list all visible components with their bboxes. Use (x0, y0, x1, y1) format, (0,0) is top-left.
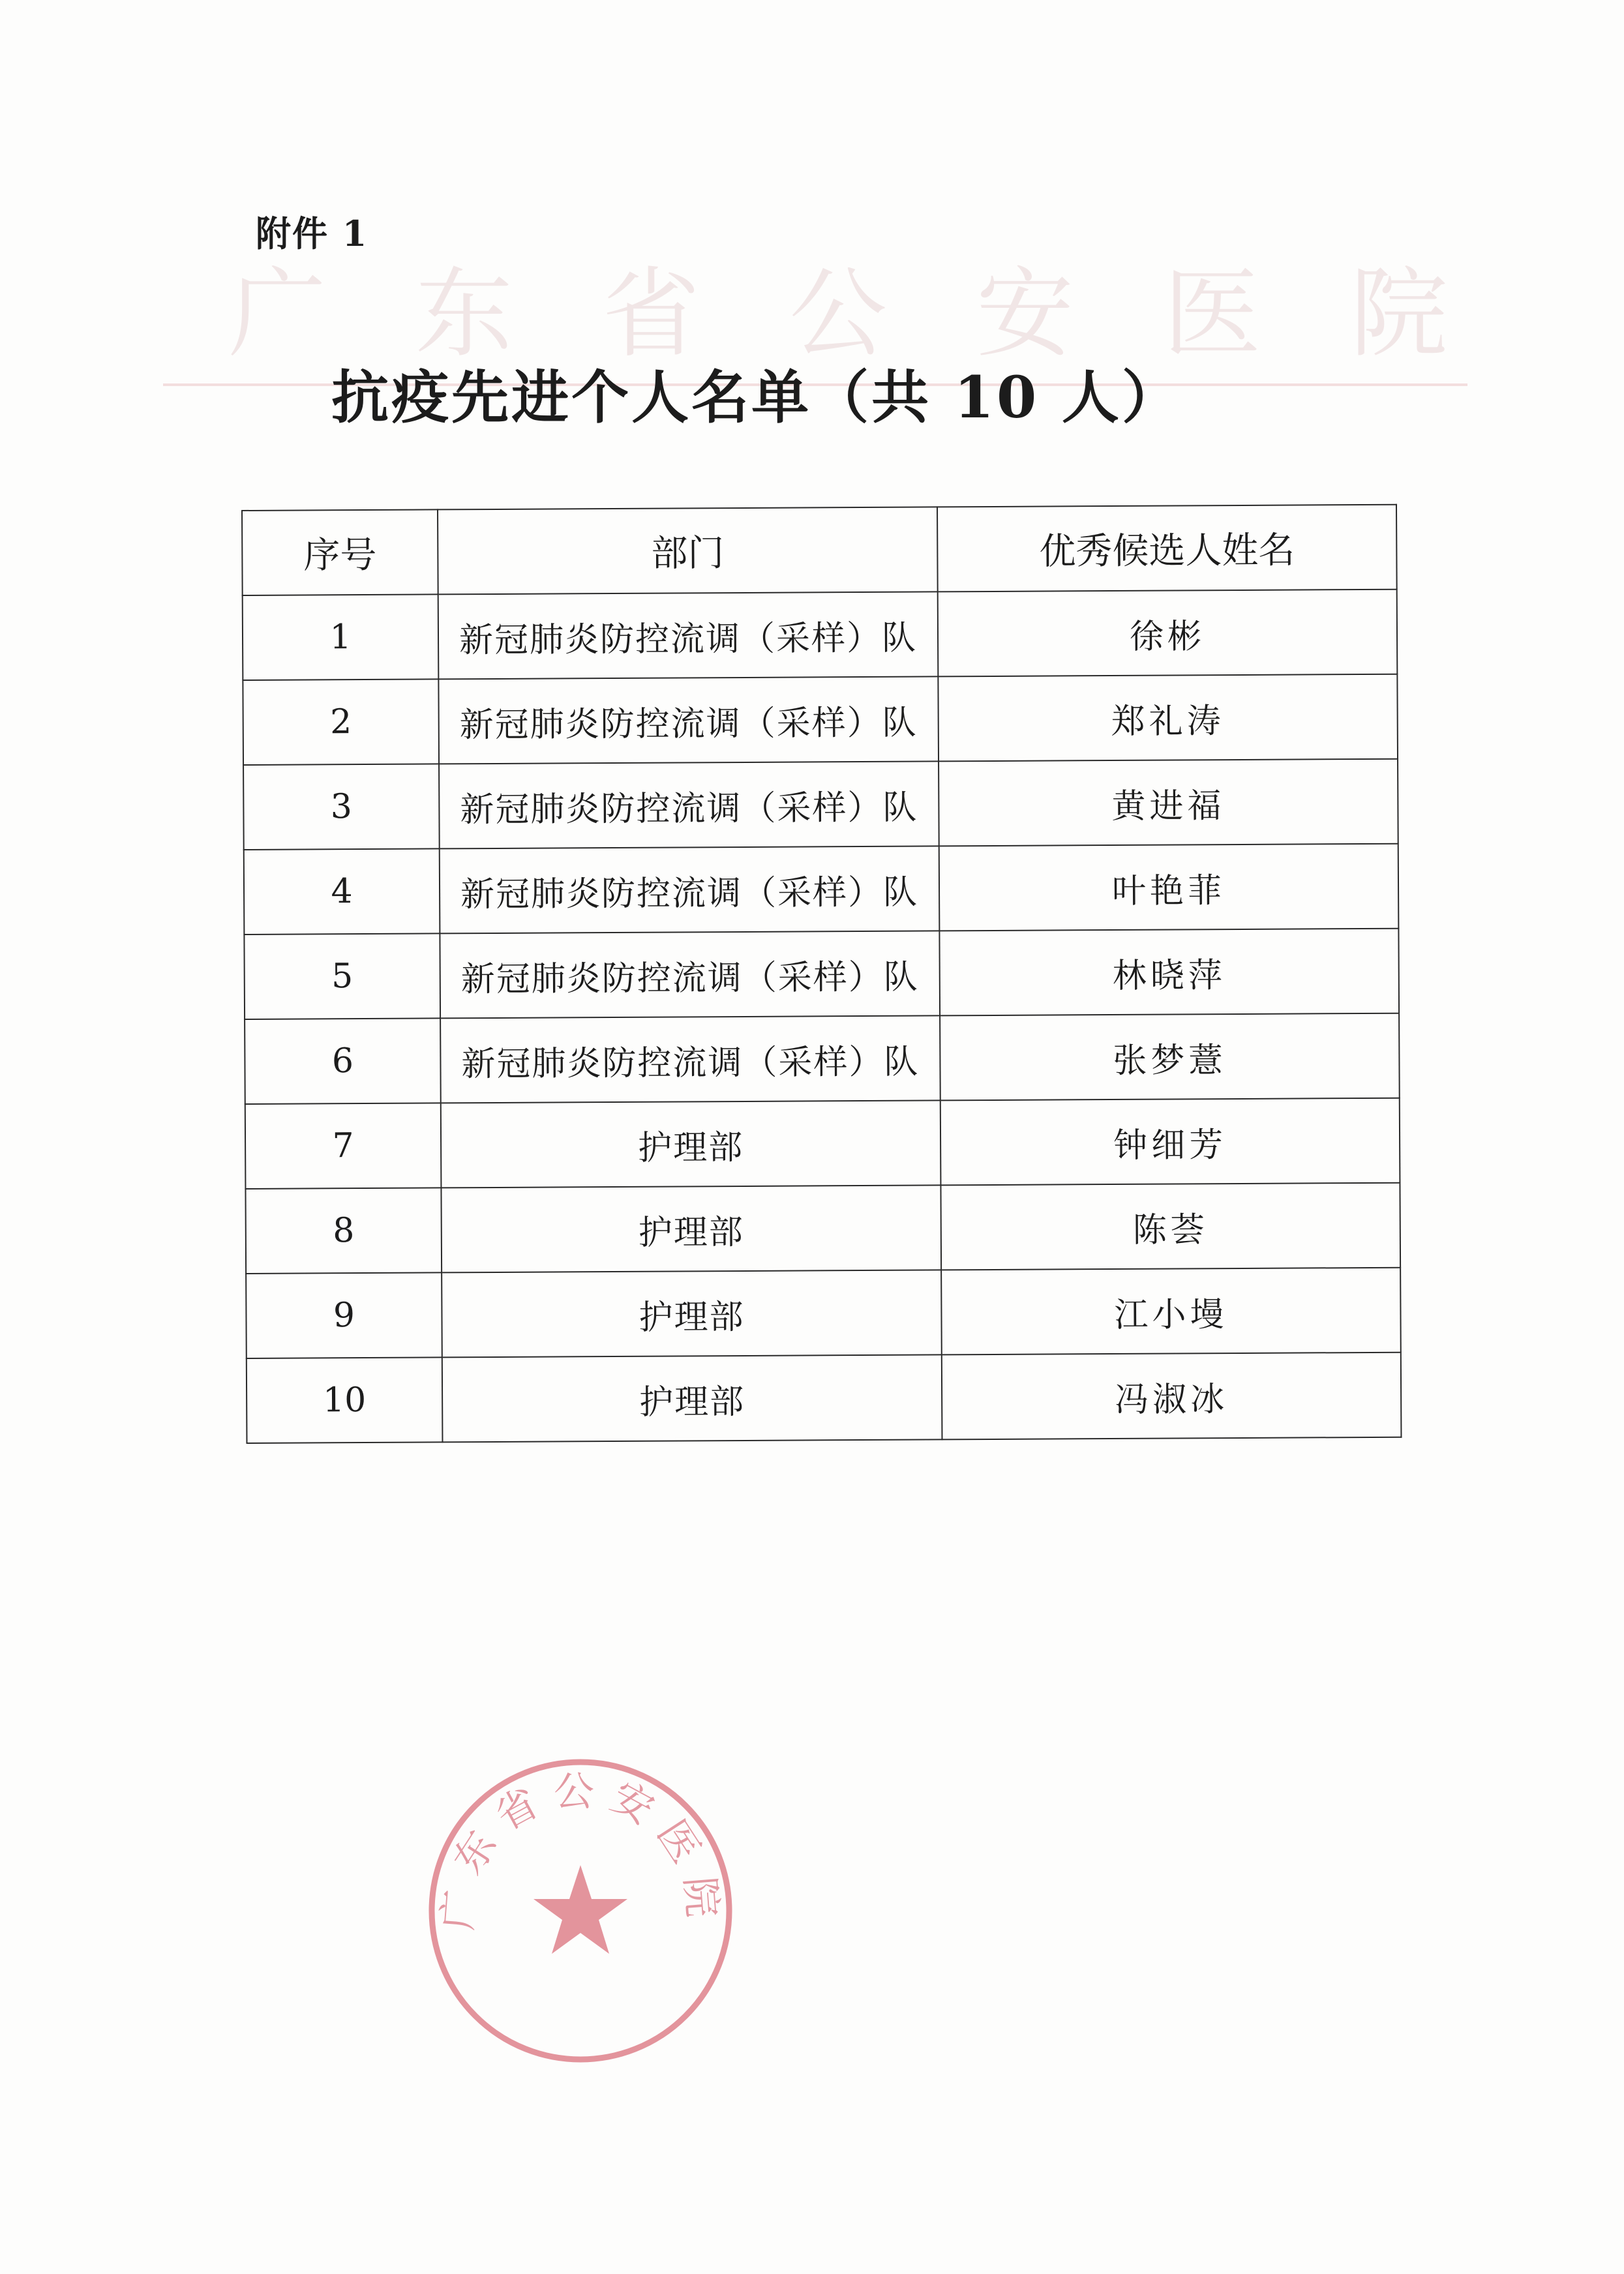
header-serial: 序号 (242, 509, 438, 595)
bleed-through-char: 医 (1163, 258, 1268, 371)
name-cell: 叶艳菲 (939, 844, 1399, 931)
serial-cell: 9 (246, 1272, 442, 1358)
serial-cell: 4 (244, 848, 440, 935)
attachment-label: 附件 1 (256, 213, 368, 254)
roster-table (241, 504, 1402, 1444)
department-cell: 护理部 (441, 1185, 941, 1272)
department-cell: 护理部 (442, 1354, 942, 1442)
name-cell: 江小墁 (941, 1268, 1401, 1355)
department-cell: 护理部 (442, 1270, 942, 1357)
table-row (243, 590, 1398, 680)
table-row (246, 1268, 1401, 1358)
name-cell: 陈荟 (940, 1183, 1400, 1270)
table-row (245, 1183, 1400, 1274)
bleed-through-char: 广 (228, 258, 333, 371)
table-row (245, 1098, 1400, 1189)
page-title: 抗疫先进个人名单（共 10 人） (331, 363, 1182, 431)
table-row (247, 1353, 1402, 1443)
department-cell: 新冠肺炎防控流调（采样）队 (439, 761, 939, 848)
name-cell: 钟细芳 (940, 1098, 1400, 1186)
header-candidate-name: 优秀候选人姓名 (937, 505, 1397, 592)
star-icon (534, 1865, 627, 1954)
name-cell: 黄进福 (939, 759, 1398, 846)
header-department: 部门 (438, 507, 938, 594)
serial-cell: 5 (244, 933, 440, 1019)
department-cell: 新冠肺炎防控流调（采样）队 (440, 1015, 940, 1103)
bleed-through-char: 东 (415, 258, 520, 371)
department-cell: 新冠肺炎防控流调（采样）队 (440, 846, 940, 933)
table-row (244, 929, 1399, 1019)
bleed-through-char: 安 (976, 258, 1081, 371)
serial-cell: 10 (247, 1357, 443, 1443)
name-cell: 徐彬 (938, 590, 1398, 677)
serial-cell: 1 (243, 594, 439, 680)
serial-cell: 7 (245, 1103, 442, 1189)
bleed-through-char: 公 (789, 258, 894, 371)
serial-cell: 8 (245, 1188, 442, 1274)
department-cell: 新冠肺炎防控流调（采样）队 (440, 931, 940, 1018)
name-cell: 郑礼涛 (938, 674, 1398, 762)
table-header-row (242, 505, 1397, 595)
table-row (244, 844, 1399, 935)
bleed-through-char: 省 (602, 258, 707, 371)
table-row (245, 1013, 1400, 1104)
table-row (243, 674, 1398, 765)
name-cell: 冯淑冰 (942, 1353, 1402, 1440)
serial-cell: 3 (243, 764, 440, 850)
department-cell: 新冠肺炎防控流调（采样）队 (438, 591, 939, 679)
bleed-through-char: 院 (1349, 258, 1454, 371)
name-cell: 林晓萍 (939, 929, 1399, 1016)
department-cell: 护理部 (441, 1100, 941, 1188)
name-cell: 张梦薏 (940, 1013, 1400, 1101)
serial-cell: 6 (245, 1018, 441, 1104)
department-cell: 新冠肺炎防控流调（采样）队 (438, 676, 939, 764)
official-seal-stamp (424, 1754, 737, 2067)
seal-text-path: 广东省公安医院 (433, 1767, 728, 1932)
table-row (243, 759, 1398, 850)
serial-cell: 2 (243, 679, 439, 765)
